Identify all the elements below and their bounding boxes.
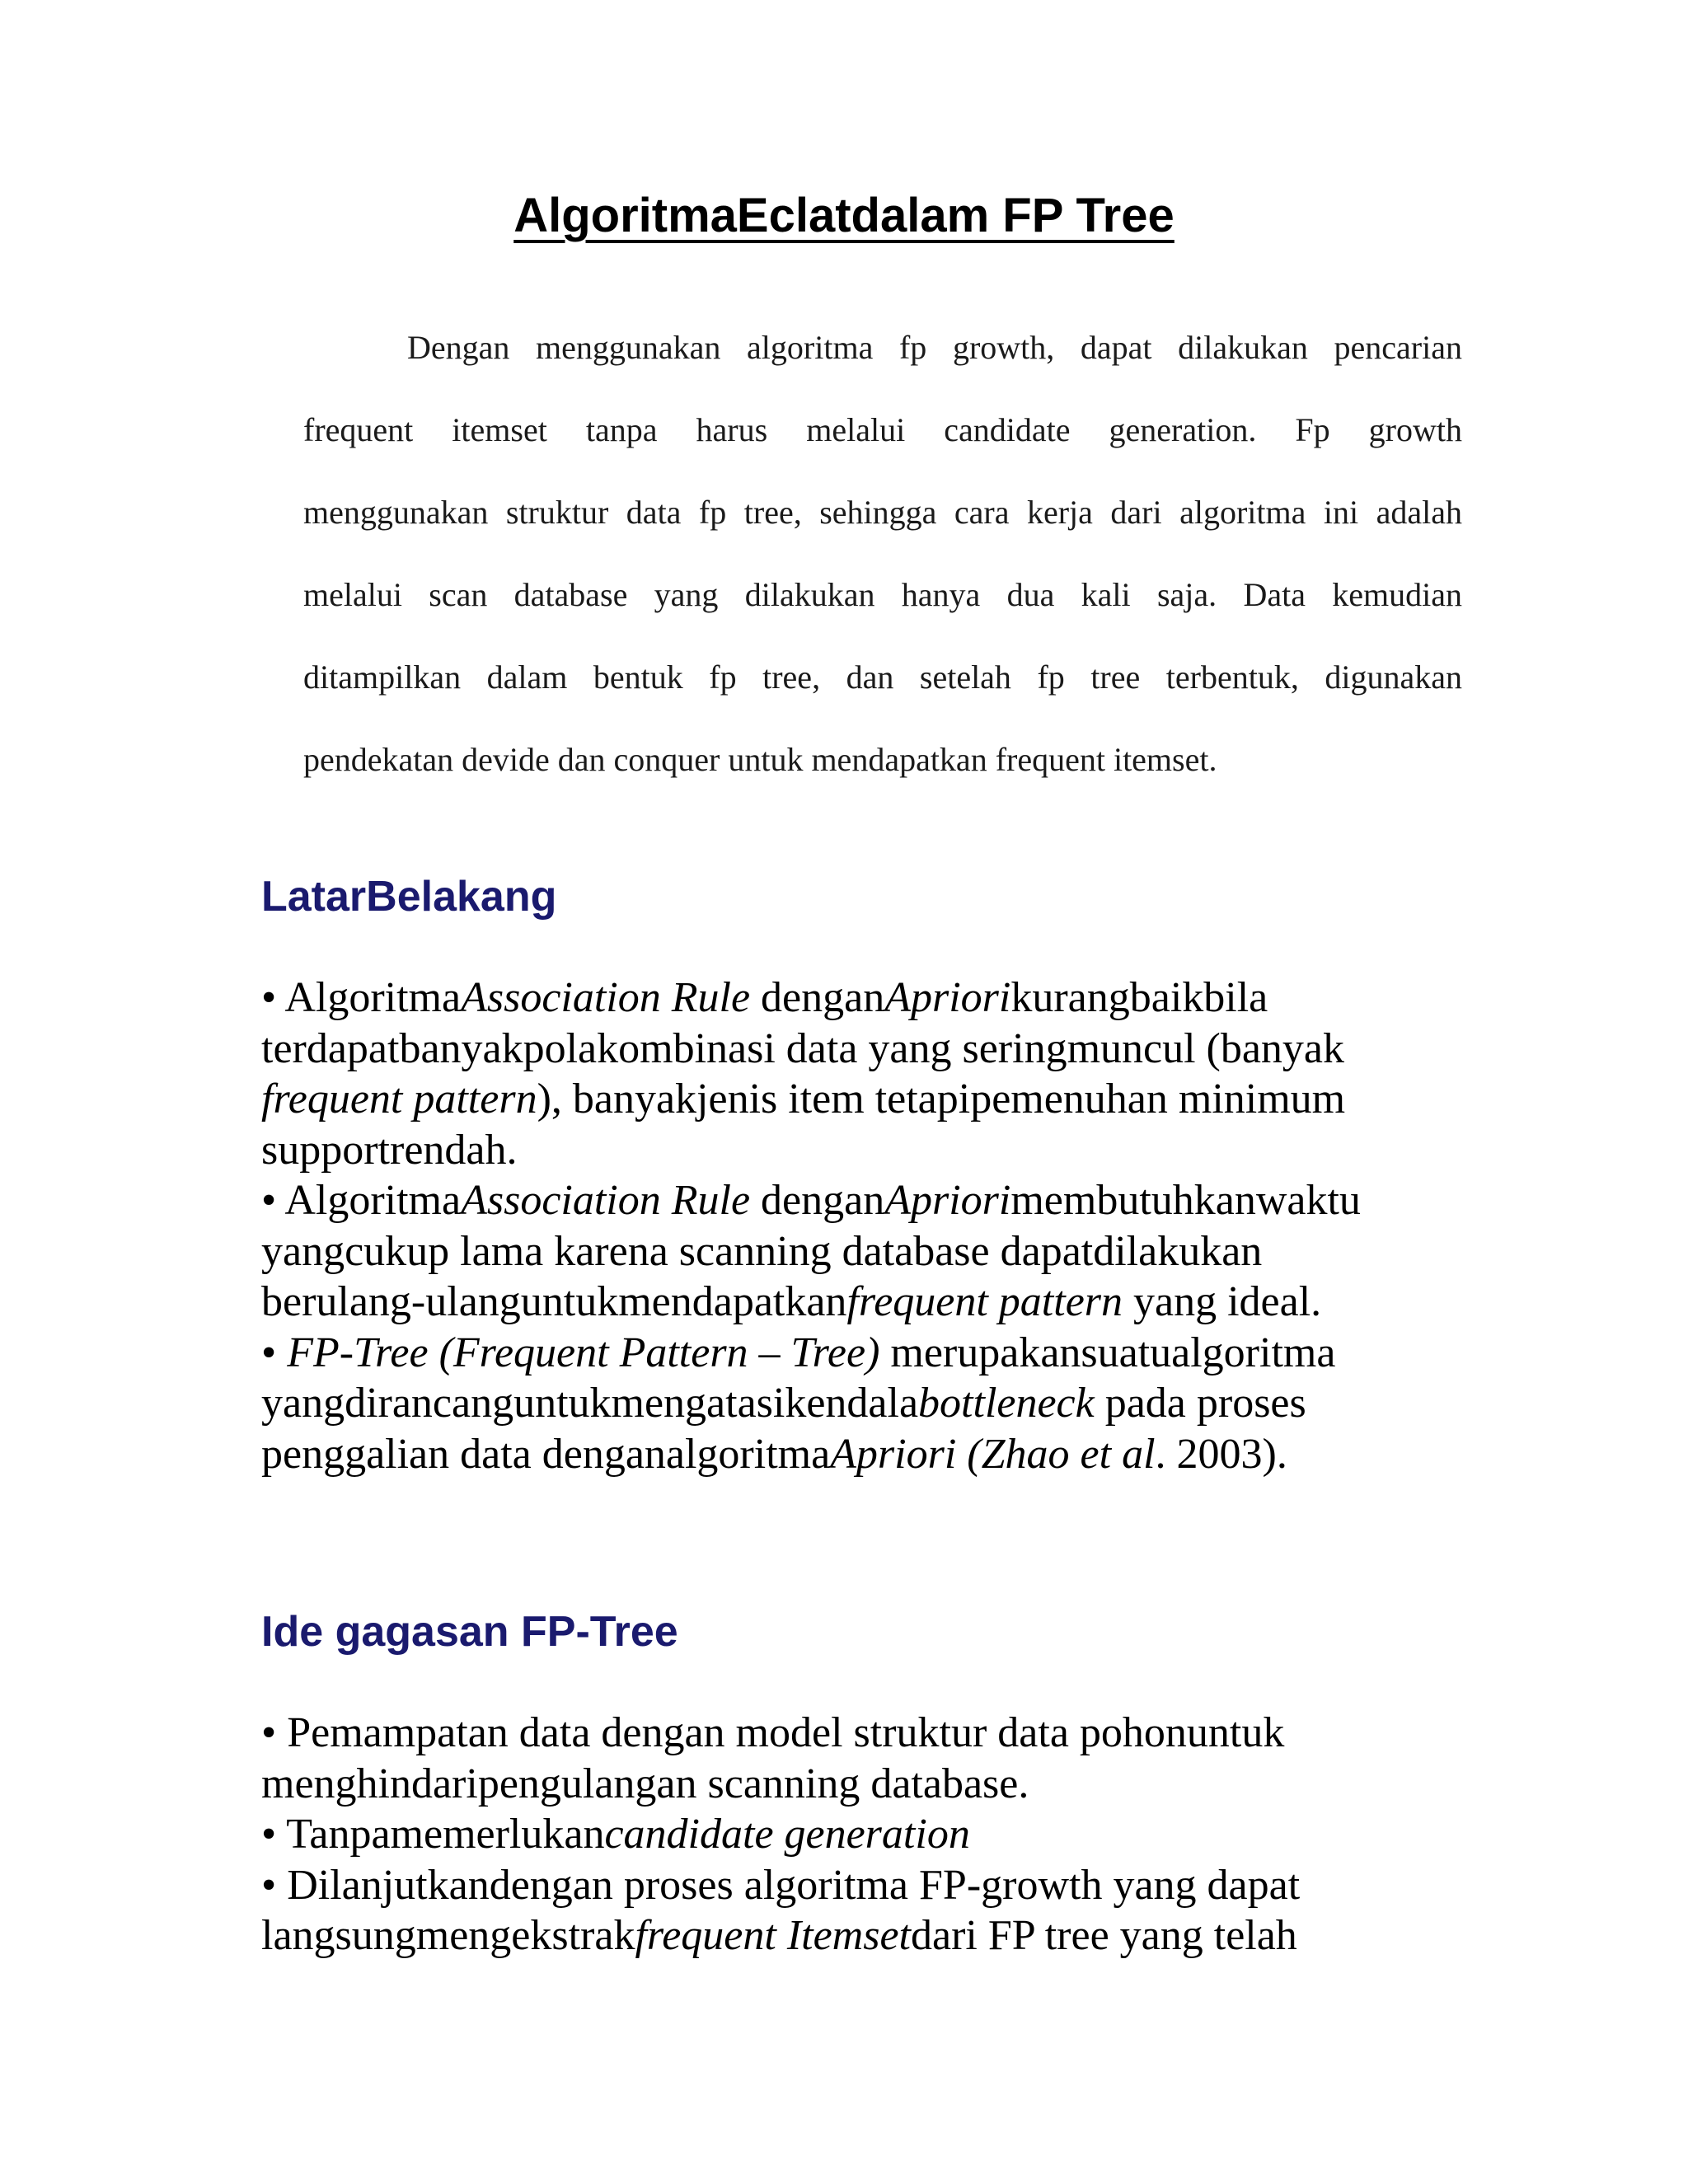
scanned-line: pendekatan devide dan conquer untuk mendapatkan frequent itemset. bbox=[303, 741, 1217, 778]
scanned-line: frequent itemset tanpa harus melalui candidate generation. Fp growth bbox=[303, 411, 1462, 448]
text-line bbox=[261, 1910, 1547, 1961]
text-line bbox=[261, 1759, 1547, 1810]
text-run: dengan bbox=[750, 974, 885, 1021]
italic-text: candidate generation bbox=[604, 1811, 970, 1858]
page-title: AlgoritmaEclatdalam FP Tree bbox=[513, 189, 1175, 242]
text-line bbox=[261, 1226, 1547, 1277]
text-run: membutuhkanwaktu bbox=[1010, 1177, 1361, 1224]
italic-text: Association Rule bbox=[461, 1177, 751, 1224]
italic-text: bottleneck bbox=[918, 1380, 1095, 1427]
text-run: pada proses bbox=[1094, 1380, 1306, 1427]
italic-text: FP-Tree (Frequent Pattern – Tree) bbox=[287, 1329, 880, 1376]
italic-text: Association Rule bbox=[461, 974, 751, 1021]
text-line bbox=[261, 1074, 1547, 1125]
text-run: kurangbaikbila bbox=[1010, 974, 1268, 1021]
text-run: ), banyakjenis item tetapipemenuhan minimum bbox=[537, 1076, 1346, 1122]
text-run: • Dilanjutkandengan proses algoritma FP-growth yang dapat bbox=[261, 1861, 1301, 1909]
section-heading-latar-belakang: LatarBelakang bbox=[261, 873, 557, 921]
italic-text: Apriori bbox=[884, 1177, 1011, 1224]
text-line bbox=[261, 1708, 1547, 1759]
bullet-list-latar-belakang bbox=[261, 972, 1547, 1479]
scanned-line: menggunakan struktur data fp tree, sehingga cara kerja dari algoritma ini adalah bbox=[303, 494, 1462, 531]
text-run: • Algoritma bbox=[261, 1177, 462, 1224]
section-heading-ide-gagasan: Ide gagasan FP-Tree bbox=[261, 1608, 678, 1656]
text-run: dari FP tree yang telah bbox=[910, 1912, 1297, 1959]
text-run: • Algoritma bbox=[261, 974, 462, 1021]
text-run: langsungmengekstrak bbox=[261, 1912, 635, 1959]
italic-text: frequent pattern bbox=[846, 1278, 1123, 1325]
text-line bbox=[261, 1024, 1547, 1075]
text-run: yangdirancanguntukmengatasikendala bbox=[261, 1380, 919, 1427]
text-run: terdapatbanyakpolakombinasi data yang seringmuncul (banyak bbox=[261, 1024, 1345, 1072]
text-line bbox=[261, 1175, 1547, 1226]
text-run: • Tanpamemerlukan bbox=[261, 1811, 605, 1858]
scanned-line: ditampilkan dalam bentuk fp tree, dan setelah fp tree terbentuk, digunakan bbox=[303, 658, 1462, 696]
text-line bbox=[261, 1429, 1547, 1480]
italic-text: Apriori bbox=[884, 974, 1011, 1021]
text-run: . 2003). bbox=[1155, 1430, 1287, 1478]
text-run: yang ideal. bbox=[1123, 1278, 1322, 1325]
text-run: penggalian data denganalgoritma bbox=[261, 1430, 831, 1478]
text-run: merupakansuatualgoritma bbox=[879, 1329, 1336, 1376]
text-run: yangcukup lama karena scanning database dapatdilakukan bbox=[261, 1227, 1263, 1275]
scanned-paragraph bbox=[303, 307, 1462, 801]
text-line bbox=[261, 1277, 1547, 1328]
scanned-line: Dengan menggunakan algoritma fp growth, dapat dilakukan pencarian bbox=[407, 329, 1462, 366]
text-line bbox=[261, 1125, 1547, 1176]
text-run: • bbox=[261, 1329, 288, 1376]
italic-text: Apriori (Zhao et al bbox=[830, 1430, 1156, 1478]
text-line bbox=[261, 1860, 1547, 1911]
text-line bbox=[261, 1378, 1547, 1429]
text-line bbox=[261, 1328, 1547, 1379]
text-line bbox=[261, 972, 1547, 1024]
italic-text: frequent Itemset bbox=[635, 1912, 911, 1959]
text-run: berulang-ulanguntukmendapatkan bbox=[261, 1278, 847, 1325]
italic-text: frequent pattern bbox=[261, 1076, 537, 1122]
text-run: supportrendah. bbox=[261, 1126, 518, 1174]
text-run: menghindaripengulangan scanning database. bbox=[261, 1760, 1029, 1807]
text-run: dengan bbox=[750, 1177, 885, 1224]
text-run: • Pemampatan data dengan model struktur data pohonuntuk bbox=[261, 1709, 1285, 1756]
bullet-list-ide-gagasan bbox=[261, 1708, 1547, 1961]
text-line bbox=[261, 1809, 1547, 1860]
scanned-line: melalui scan database yang dilakukan hanya dua kali saja. Data kemudian bbox=[303, 576, 1462, 613]
